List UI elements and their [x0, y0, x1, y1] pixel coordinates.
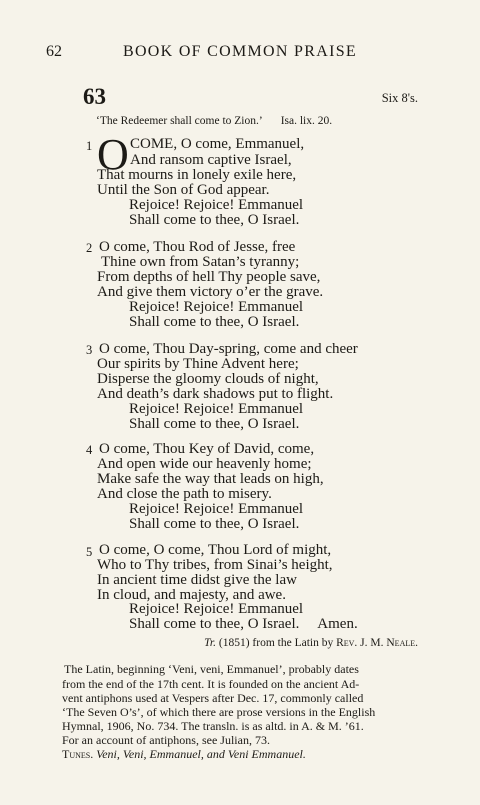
- refrain-line: Shall come to thee, O Israel.: [129, 516, 300, 532]
- verse-line: And close the path to misery.: [97, 486, 272, 502]
- tunes-label: Tunes.: [62, 747, 94, 761]
- verse-line: O come, Thou Rod of Jesse, free: [99, 239, 296, 255]
- note-line: For an account of antiphons, see Julian, 73.: [62, 733, 270, 747]
- refrain-line: Shall come to thee, O Israel. Amen.: [129, 616, 358, 632]
- verse-line: O come, Thou Day-spring, come and cheer: [99, 341, 358, 357]
- verse-line: Thine own from Satan’s tyranny;: [101, 254, 300, 270]
- refrain-line: Rejoice! Rejoice! Emmanuel: [129, 601, 304, 617]
- verse-line: Make safe the way that leads on high,: [97, 471, 324, 487]
- verse-number: 4: [86, 443, 93, 457]
- credit-prefix: Tr.: [204, 637, 216, 649]
- note-line: Hymnal, 1906, No. 734. The transln. is as altd. in A. & M. ’61.: [62, 719, 364, 733]
- verse-line: COME, O come, Emmanuel,: [130, 136, 305, 152]
- verse-line: And ransom captive Israel,: [130, 152, 292, 168]
- epigraph-reference: Isa. lix. 20.: [280, 115, 333, 127]
- epigraph-text: ‘The Redeemer shall come to Zion.’: [96, 115, 263, 127]
- verse-number: 3: [86, 343, 93, 357]
- note-line: vent antiphons used at Vespers after Dec. 17, commonly called: [62, 691, 364, 705]
- verse-number: 1: [86, 139, 93, 153]
- refrain-line: Shall come to thee, O Israel.: [129, 212, 300, 228]
- verse-line: And death’s dark shadows put to flight.: [97, 386, 334, 402]
- credit-author: Rev. J. M. Neale.: [336, 637, 418, 649]
- refrain-line: Rejoice! Rejoice! Emmanuel: [129, 197, 304, 213]
- translator-credit: [204, 637, 418, 649]
- credit-text: (1851) from the Latin by: [218, 637, 334, 649]
- verse-line: And give them victory o’er the grave.: [97, 284, 324, 300]
- verse-line: In ancient time didst give the law: [97, 572, 297, 588]
- verse-line: Until the Son of God appear.: [97, 182, 270, 198]
- refrain-line: Rejoice! Rejoice! Emmanuel: [129, 401, 304, 417]
- verse-line: In cloud, and majesty, and awe.: [97, 587, 286, 603]
- refrain-line: Rejoice! Rejoice! Emmanuel: [129, 501, 304, 517]
- verse-line: From depths of hell Thy people save,: [97, 269, 321, 285]
- tunes-list: Veni, Veni, Emmanuel, and Veni Emmanuel.: [96, 747, 306, 761]
- verse-line: Who to Thy tribes, from Sinai’s height,: [97, 557, 333, 573]
- verse-number: 5: [86, 545, 93, 559]
- note-line: ‘The Seven O’s’, of which there are prose versions in the English: [62, 705, 376, 719]
- verse-line: Disperse the gloomy clouds of night,: [97, 371, 319, 387]
- note-line: The Latin, beginning ‘Veni, veni, Emmanuel’, probably dates: [64, 662, 359, 676]
- epigraph: [96, 115, 332, 127]
- verse-line: O come, Thou Key of David, come,: [99, 441, 315, 457]
- running-title: BOOK OF COMMON PRAISE: [122, 43, 357, 60]
- refrain-line: Rejoice! Rejoice! Emmanuel: [129, 299, 304, 315]
- hymn-number: 63: [83, 84, 106, 109]
- tunes-line: [62, 747, 306, 762]
- drop-cap: O: [97, 130, 129, 179]
- verse-line: That mourns in lonely exile here,: [97, 167, 297, 183]
- verse-line: O come, O come, Thou Lord of might,: [99, 542, 332, 558]
- hymn-meter: Six 8's.: [381, 91, 418, 105]
- verse-number: 2: [86, 241, 93, 255]
- refrain-line: Shall come to thee, O Israel.: [129, 314, 300, 330]
- verse-line: And open wide our heavenly home;: [97, 456, 312, 472]
- refrain-line: Shall come to thee, O Israel.: [129, 416, 300, 432]
- verse-line: Our spirits by Thine Advent here;: [97, 356, 299, 372]
- page-number: 62: [46, 43, 62, 60]
- note-line: from the end of the 17th cent. It is founded on the ancient Ad-: [62, 677, 360, 691]
